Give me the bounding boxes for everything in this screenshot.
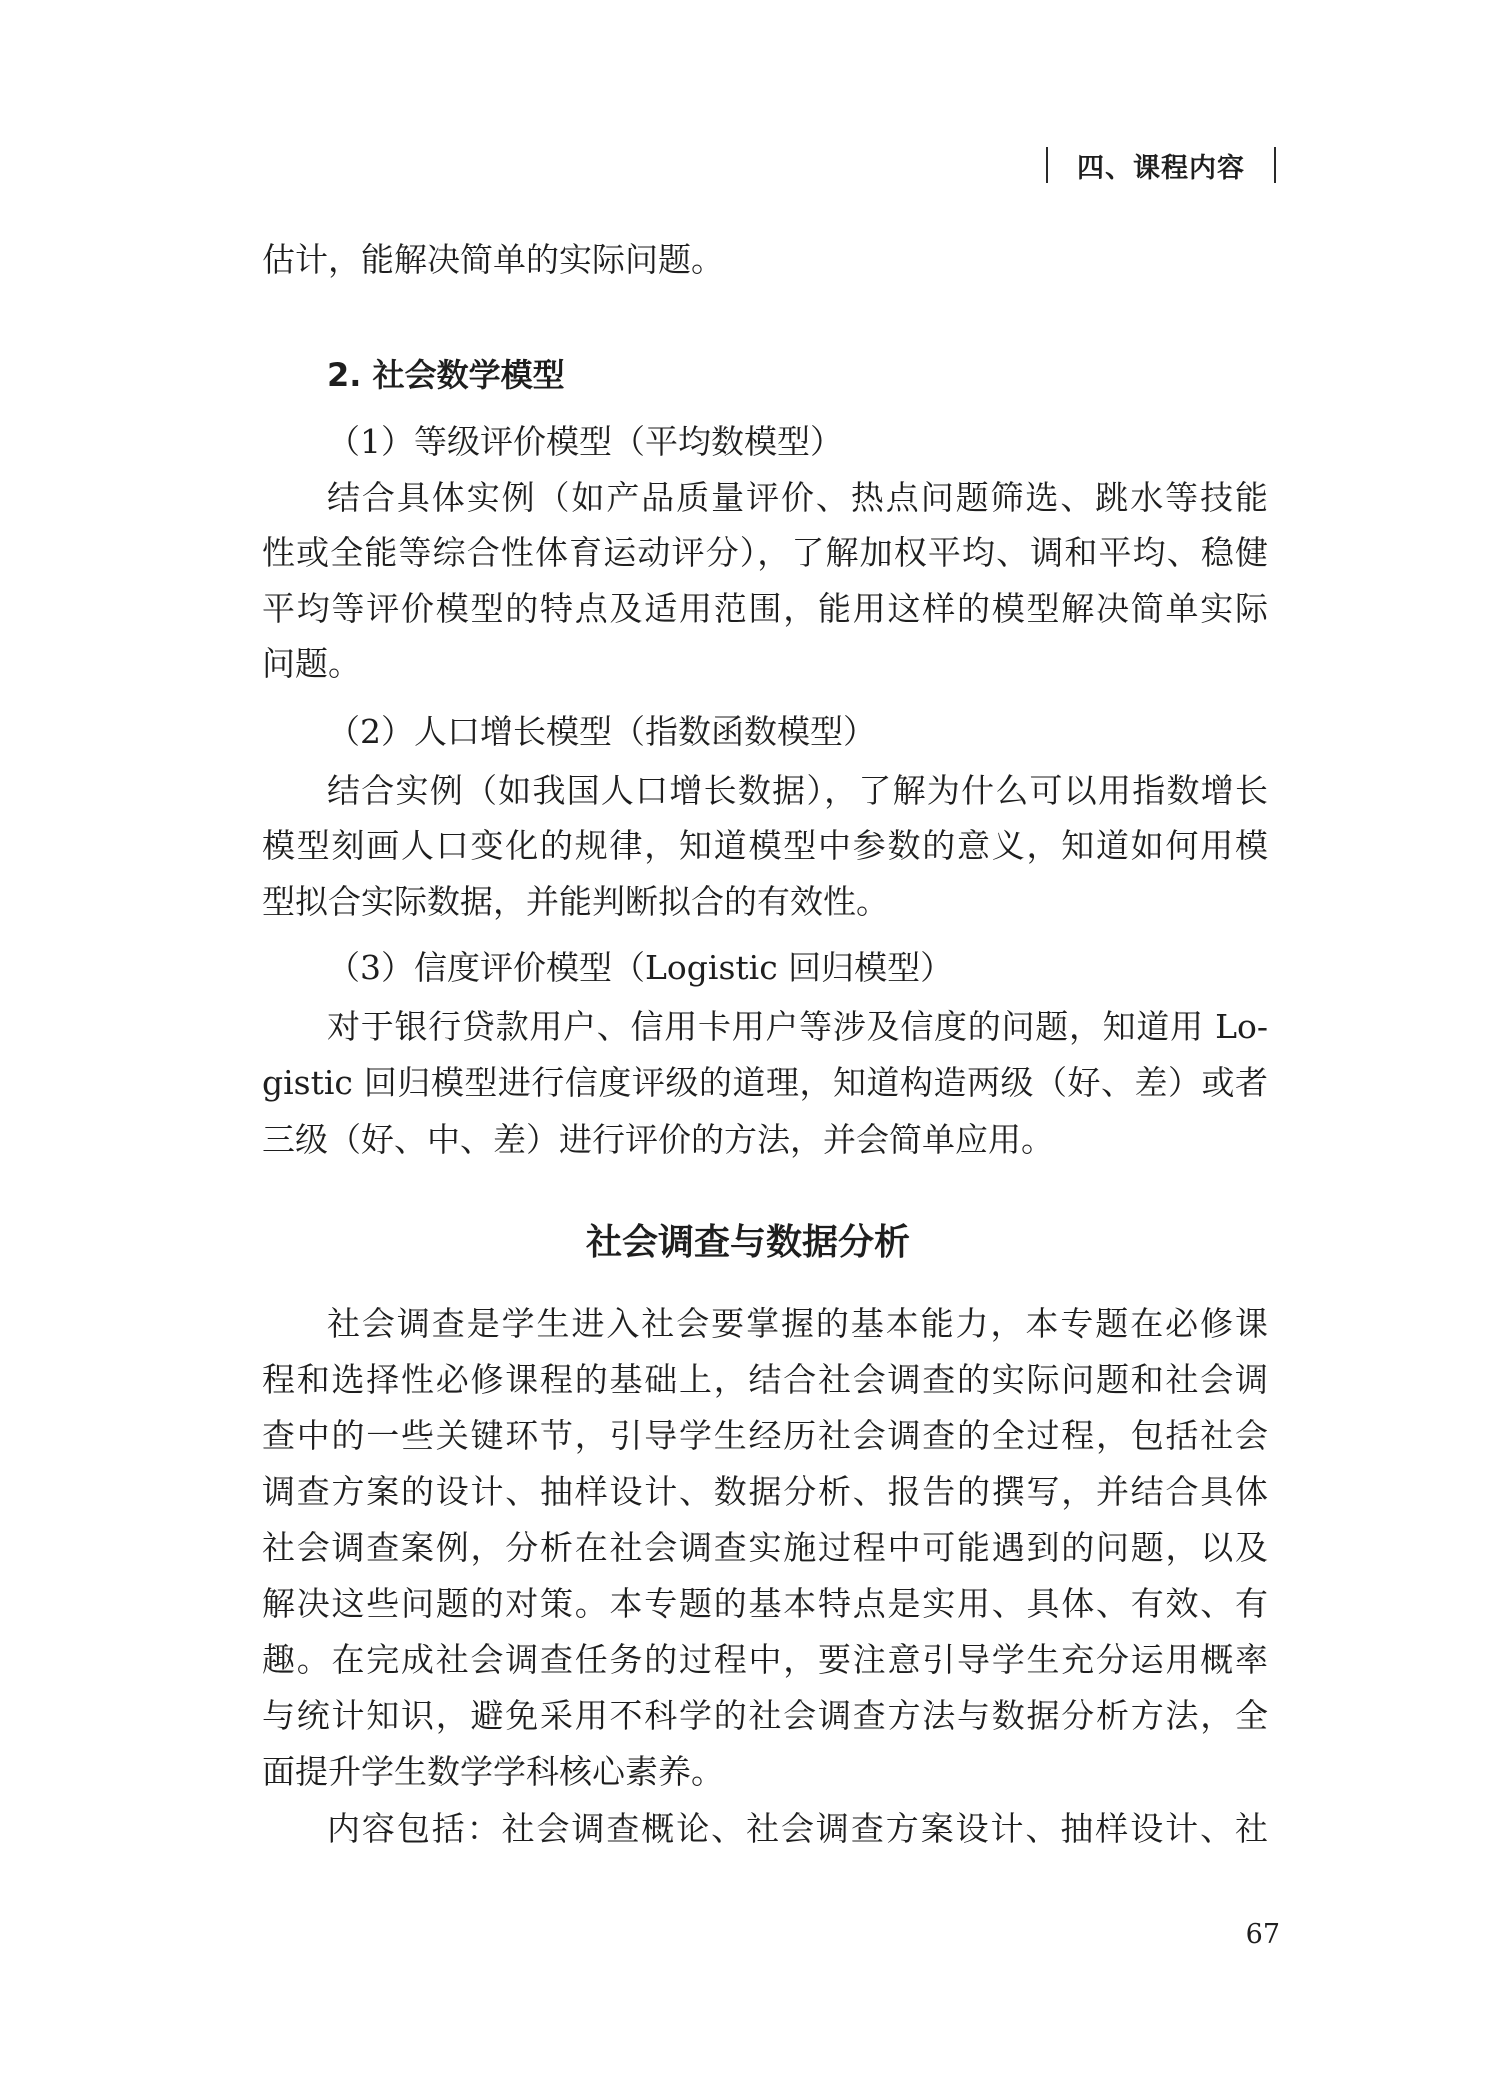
running-head-text: 四、课程内容 xyxy=(1077,152,1245,184)
text-line: 内容包括：社会调查概论、社会调查方案设计、抽样设计、社 xyxy=(327,1809,1268,1848)
subsection-heading: 2. 社会数学模型 xyxy=(327,356,565,394)
model-title: （2）人口增长模型（指数函数模型） xyxy=(327,712,876,751)
page-number: 67 xyxy=(1245,1919,1280,1950)
text-line: 三级（好、中、差）进行评价的方法，并会简单应用。 xyxy=(262,1120,1054,1159)
text-line: 社会调查是学生进入社会要掌握的基本能力，本专题在必修课 xyxy=(327,1304,1268,1343)
text-line: 平均等评价模型的特点及适用范围，能用这样的模型解决简单实际 xyxy=(262,589,1268,628)
text-line: 趣。在完成社会调查任务的过程中，要注意引导学生充分运用概率 xyxy=(262,1640,1268,1679)
running-head-right-bar xyxy=(1274,147,1276,183)
model-title: （3）信度评价模型（Logistic 回归模型） xyxy=(327,948,954,987)
text-line: 调查方案的设计、抽样设计、数据分析、报告的撰写，并结合具体 xyxy=(262,1472,1268,1511)
text-line: 结合实例（如我国人口增长数据），了解为什么可以用指数增长 xyxy=(327,771,1268,810)
text-line: 社会调查案例，分析在社会调查实施过程中可能遇到的问题，以及 xyxy=(262,1528,1268,1567)
text-line: 程和选择性必修课程的基础上，结合社会调查的实际问题和社会调 xyxy=(262,1360,1268,1399)
text-line: 估计，能解决简单的实际问题。 xyxy=(262,240,724,279)
running-head-left-bar xyxy=(1046,147,1048,183)
text-line: 查中的一些关键环节，引导学生经历社会调查的全过程，包括社会 xyxy=(262,1416,1268,1455)
text-line: 问题。 xyxy=(262,644,361,683)
section-title: 社会调查与数据分析 xyxy=(585,1222,910,1263)
model-title: （1）等级评价模型（平均数模型） xyxy=(327,422,843,461)
text-line: 结合具体实例（如产品质量评价、热点问题筛选、跳水等技能 xyxy=(327,478,1268,517)
text-line: 性或全能等综合性体育运动评分），了解加权平均、调和平均、稳健 xyxy=(262,533,1268,572)
text-line: 与统计知识，避免采用不科学的社会调查方法与数据分析方法，全 xyxy=(262,1696,1268,1735)
running-head xyxy=(1046,143,1276,187)
text-line: 模型刻画人口变化的规律，知道模型中参数的意义，知道如何用模 xyxy=(262,826,1268,865)
text-line: 对于银行贷款用户、信用卡用户等涉及信度的问题，知道用 Lo- xyxy=(327,1007,1268,1046)
text-line: 型拟合实际数据，并能判断拟合的有效性。 xyxy=(262,882,889,921)
text-line: 解决这些问题的对策。本专题的基本特点是实用、具体、有效、有 xyxy=(262,1584,1268,1623)
text-line: gistic 回归模型进行信度评级的道理，知道构造两级（好、差）或者 xyxy=(262,1063,1268,1102)
text-line: 面提升学生数学学科核心素养。 xyxy=(262,1752,724,1791)
